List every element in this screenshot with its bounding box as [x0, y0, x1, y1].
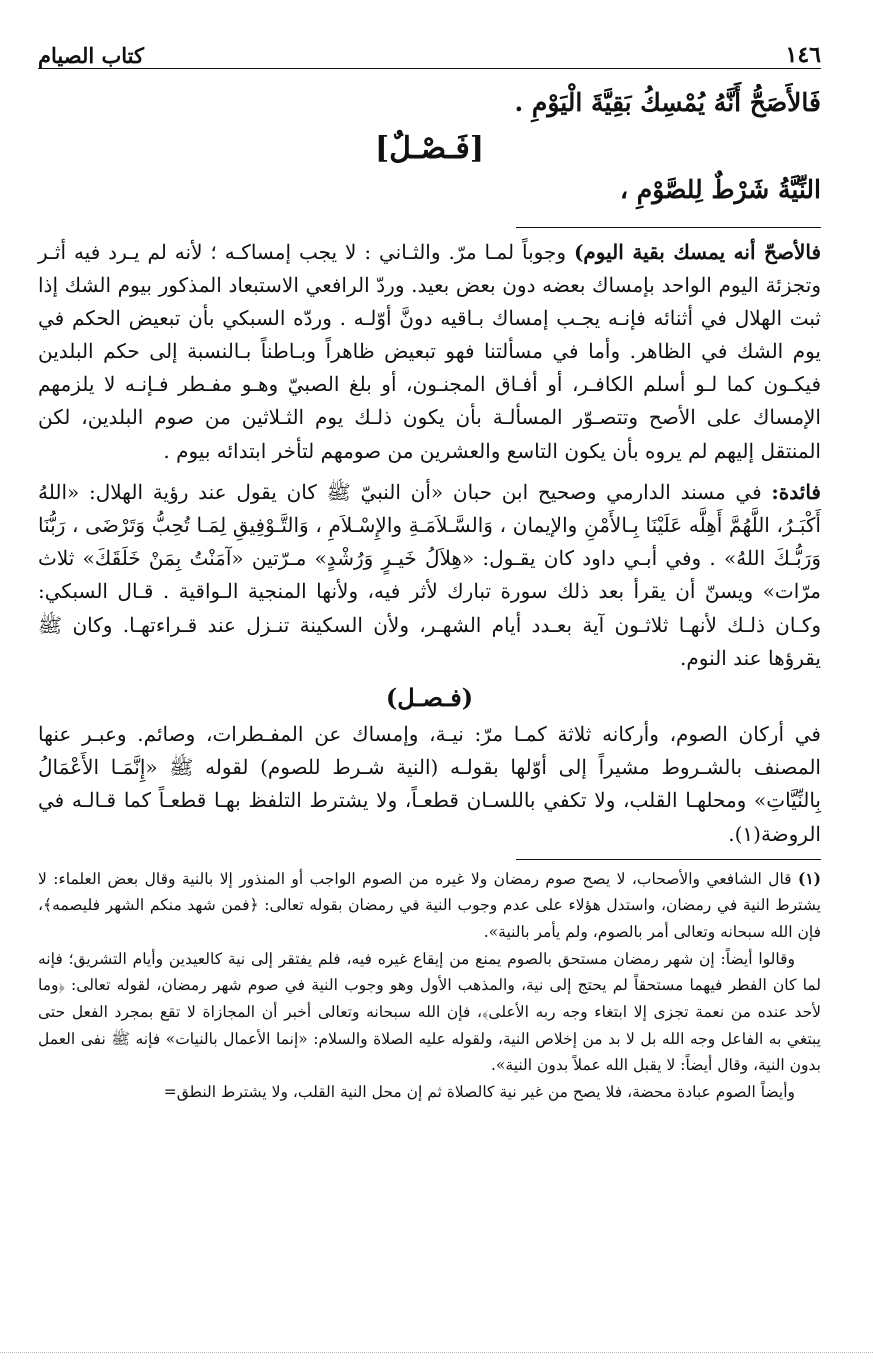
footnote-separator	[516, 859, 821, 860]
matn-separator	[516, 227, 821, 228]
running-header	[38, 34, 821, 69]
commentary-paragraph-1	[38, 236, 821, 468]
footnote-text: قال الشافعي والأصحاب، لا يصح صوم رمضان ولا غيره من الصوم الواجب أو المنذور إلا بالنية وقال بعض العلماء: لا يشترط النية في رمضان، واستدل هؤلاء على عدم وجوب النية في رمضان بقوله تعالى: ﴿فمن شهد منكم الشهر فليصمه﴾، فإن الله سبحانه وتعالى أمر بالصوم، ولم يأمر بالنية».	[38, 869, 821, 941]
matn-text-1: فَالأَصَحُّ أَنَّهُ يُمْسِكُ بَقِيَّةَ الْيَوْمِ .	[514, 88, 821, 117]
fasl-heading-1: [فَـصْـلٌ]	[374, 131, 485, 167]
paragraph-lead: فالأصحّ أنه يمسك بقية اليوم)	[573, 239, 822, 264]
paragraph-text: في مسند الدارمي وصحيح ابن حبان «أن النبيّ ﷺ كان يقول عند رؤية الهلال: «اللهُ أَكْبَـرُ، اللَّهُمَّ أَهِلَّه عَلَيْنَا بِـالأَمْنِ والإيمان ، وَالسَّـلاَمَـةِ والإِسْـلاَمِ ، وَالتَّـوْفِيقِ لِمَـا تُحِبُّ وَتَرْضَى ، رَبُّنَا وَرَبُّـكَ اللهُ» . وفي أبـي داود كان يقـول: «هِلاَلُ خَيـرٍ وَرُشْدٍ» مـرّتين «آمَنْتُ بِمَنْ خَلَقَكَ» ثلاث مرّات» ويسنّ أن يقرأ بعد ذلك سورة تبارك لأثر فيه، ولأنها المنجية الـواقية . قـال السبكي: وكـان ذلـك لأنهـا ثلاثـون آية بعـدد أيام الشهـر، ولأن السكينة تنـزل عند قـراءتهـا. وكان ﷺ يقرؤها عند النوم.	[38, 479, 821, 670]
page-number: ١٤٦	[785, 42, 821, 68]
footnote-1	[38, 866, 821, 946]
footnote-1-final: وأيضاً الصوم عبادة محضة، فلا يصح من غير نية كالصلاة ثم إن محل النية القلب، ولا يشترط النطق=	[163, 1082, 795, 1101]
matn-text-2: النِّيَّةُ شَرْطٌ لِلصَّوْمِ ،	[619, 175, 821, 205]
page-edge	[0, 1352, 873, 1353]
fawaid-label: فائدة:	[771, 479, 821, 504]
commentary-paragraph-3: في أركان الصوم، وأركانه ثلاثة كمـا مرّ: نيـة، وإمساك عن المفـطرات، وصائم. وعبـر عنها المصنف بالشـروط مشيراً إلى أوّلها بقولـه (النية شـرط للصوم) لقوله ﷺ «إِنَّمَـا الأَعْمَالُ بِالنِّيَّاتِ» ومحلهـا القلب، ولا تكفي باللسـان قطعـاً، ولا يشترط التلفظ بهـا قطعـاً كما قـالـه في الروضة(١).	[38, 721, 821, 846]
paragraph-text: وجوباً لمـا مرّ. والثـاني : لا يجب إمساكـه ؛ لأنه لم يـرد فيه أثـر وتجزئة اليوم الواحد بإمساك بعضه دون بعض بعيد. وردّ الرافعي الاستبعاد المذكور بيوم الشك إذا ثبت الهلال في أثنائه فإنـه يجـب إمساك بـاقيه دونَّ أوّلـه . وردّه السبكي بأن تبعيض الحكم في يوم الشك في الظاهر. وأما في مسألتنا فهو تبعيض ظاهراً وبـاطناً بـالنسبة إلى حكم البلدين فيكـون كما لـو أسلم الكافـر، أو أفـاق المجنـون، أو بلغ الصبيّ وهـو مفـطر فـإنـه لا يلزمهم الإمساك على الأصح وتتصـوّر المسألـة بأن يكون ذلـك يوم الثـلاثين من صوم البلدين، لكن المنتقل إليهم لم يروه بأن يكون التاسع والعشرين من صومهم لتأخر ابتدائه بيوم .	[38, 239, 821, 463]
footnotes	[38, 866, 821, 1106]
book-page	[38, 34, 821, 1327]
footnote-marker: (١)	[797, 868, 821, 888]
fasl-heading-2: (فـصـل)	[385, 682, 474, 712]
book-title: كتاب الصيام	[38, 43, 144, 68]
footnote-1-continued: وقالوا أيضاً: إن شهر رمضان مستحق بالصوم يمنع من إيقاع غيره فيه، فلم يفتقر إلى نية كالعيدين وأيام التشريق؛ فإنه لما كان الفطر فيهما مستحقاً لم يحتج إلى نية، والمذهب الأول وهو وجوب النية في صوم شهر رمضان، لقوله تعالى: ﴿وما لأحد عنده من نعمة تجزى إلا ابتغاء وجه ربه الأعلى﴾، فإن الله سبحانه وتعالى أخبر أن المجازاة لا تقع بمجرد الفعل حتى يبتغي به الفاعل وجه الله بل لا بد من إخلاص النية، ولقوله عليه الصلاة والسلام: «إنما الأعمال بالنيات» فإنه ﷺ نفى العمل بدون النية، وقال أيضاً: لا يقبل الله عملاً بدون النية».	[38, 949, 821, 1075]
commentary-paragraph-2	[38, 476, 821, 675]
